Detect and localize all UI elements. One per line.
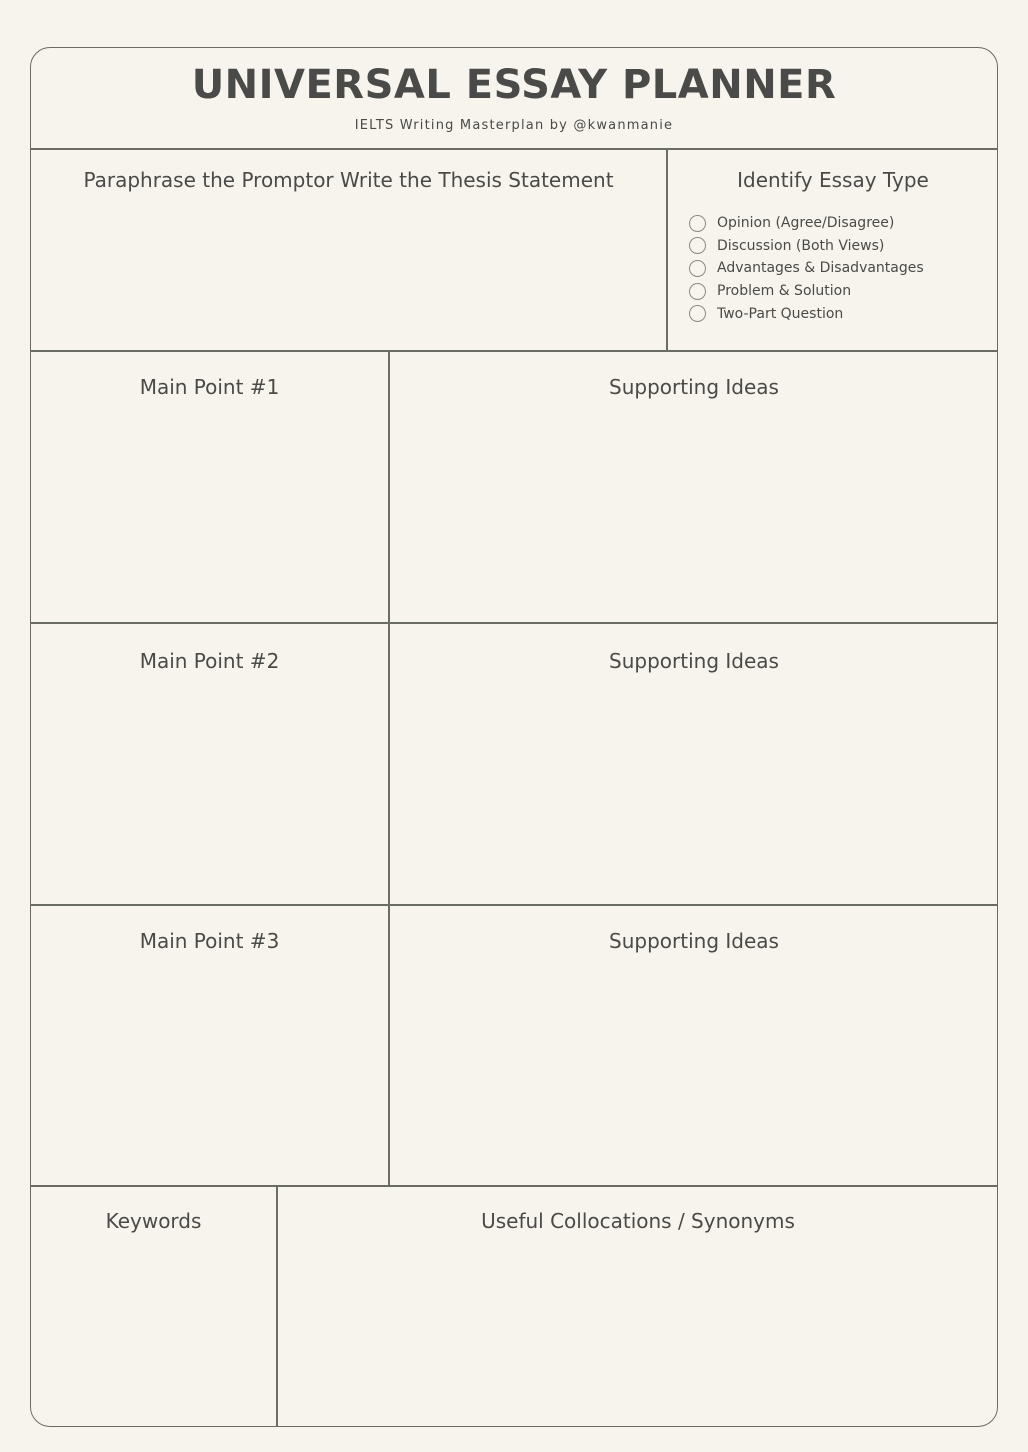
divider-thesis	[31, 350, 998, 352]
radio-circle-icon[interactable]	[689, 305, 706, 322]
main-point-2-label: Main Point #2	[139, 649, 280, 673]
main-point-3-label: Main Point #3	[139, 929, 280, 953]
radio-circle-icon[interactable]	[689, 215, 706, 232]
keywords-label: Keywords	[105, 1209, 202, 1233]
essay-type-option-label: Opinion (Agree/Disagree)	[717, 215, 895, 232]
essay-type-option-advantages[interactable]	[689, 257, 924, 280]
essay-type-options	[689, 212, 924, 325]
essay-type-option-two-part[interactable]	[689, 302, 924, 325]
essay-type-label: Identify Essay Type	[737, 168, 929, 192]
divider-point-2	[31, 904, 998, 906]
supporting-ideas-1-label: Supporting Ideas	[609, 375, 779, 399]
planner-sheet	[30, 47, 998, 1427]
radio-circle-icon[interactable]	[689, 260, 706, 277]
essay-type-option-discussion[interactable]	[689, 235, 924, 258]
radio-circle-icon[interactable]	[689, 237, 706, 254]
essay-type-option-opinion[interactable]	[689, 212, 924, 235]
divider-point-1	[31, 622, 998, 624]
supporting-ideas-2-label: Supporting Ideas	[609, 649, 779, 673]
page-subtitle: IELTS Writing Masterplan by @kwanmanie	[354, 118, 674, 133]
supporting-ideas-3-label: Supporting Ideas	[609, 929, 779, 953]
essay-type-option-problem[interactable]	[689, 280, 924, 303]
radio-circle-icon[interactable]	[689, 283, 706, 300]
divider-points-column	[388, 350, 390, 1185]
essay-type-option-label: Two-Part Question	[717, 305, 844, 322]
thesis-label: Paraphrase the Promptor Write the Thesis Statement	[83, 168, 614, 192]
page-title: UNIVERSAL ESSAY PLANNER	[191, 62, 837, 108]
essay-type-option-label: Advantages & Disadvantages	[717, 260, 924, 277]
essay-type-option-label: Problem & Solution	[717, 283, 852, 300]
essay-type-option-label: Discussion (Both Views)	[717, 237, 885, 254]
main-point-1-label: Main Point #1	[139, 375, 280, 399]
divider-point-3	[31, 1185, 998, 1187]
collocations-label: Useful Collocations / Synonyms	[481, 1209, 795, 1233]
thesis-field[interactable]	[31, 168, 666, 192]
divider-header	[31, 148, 998, 150]
